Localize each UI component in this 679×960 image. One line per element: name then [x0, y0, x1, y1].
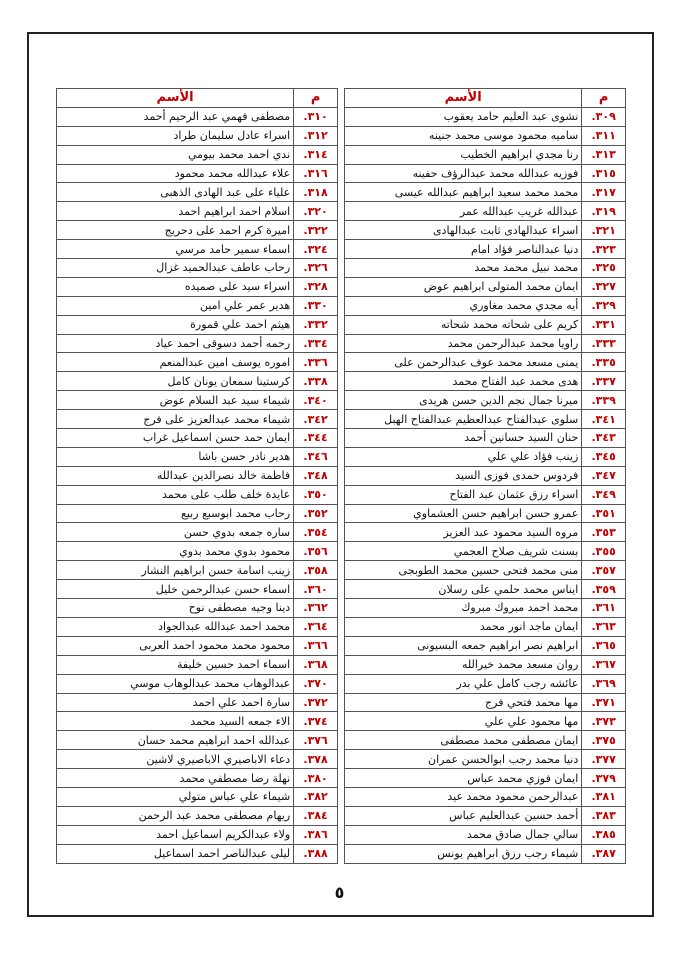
table-row: [57, 806, 338, 825]
person-name: فوزيه عبدالله محمد عبدالرؤف حفينه: [345, 164, 582, 183]
row-number: ٣٦٨.: [294, 655, 338, 674]
table-row: [345, 334, 626, 353]
row-number: ٣٥٢.: [294, 504, 338, 523]
person-name: محمود محمد محمود احمد العربى: [57, 636, 294, 655]
row-number: ٣٠٩.: [582, 107, 626, 126]
table-row: [57, 391, 338, 410]
person-name: كريم على شحاته محمد شحاته: [345, 315, 582, 334]
row-number: ٣٦٠.: [294, 580, 338, 599]
row-number: ٣٥٠.: [294, 485, 338, 504]
person-name: ايمان مصطفى محمد مصطفى: [345, 731, 582, 750]
table-row: [57, 750, 338, 769]
person-name: عائشه رجب كامل علي بدر: [345, 674, 582, 693]
row-number: ٣٥٦.: [294, 542, 338, 561]
table-header-row: [57, 89, 338, 108]
row-number: ٣١٥.: [582, 164, 626, 183]
person-name: اميرة كرم احمد على دحريج: [57, 221, 294, 240]
row-number: ٣١١.: [582, 126, 626, 145]
person-name: فاطمة خالد نصرالدين عبدالله: [57, 466, 294, 485]
table-row: [345, 372, 626, 391]
num-column-header: م: [294, 89, 338, 108]
table-row: [57, 259, 338, 278]
person-name: ايمان محمد المتولى ابراهيم عوض: [345, 277, 582, 296]
person-name: ايمان فوزي محمد عباس: [345, 769, 582, 788]
table-row: [345, 447, 626, 466]
table-row: [345, 787, 626, 806]
person-name: بسنت شريف صلاح العجمي: [345, 542, 582, 561]
table-row: [345, 221, 626, 240]
row-number: ٣١٠.: [294, 107, 338, 126]
person-name: اسماء حسن عبدالرحمن خليل: [57, 580, 294, 599]
person-name: سالي جمال صادق محمد: [345, 825, 582, 844]
person-name: سلوى عبدالفتاح عبدالعظيم عبدالفتاح الهبل: [345, 410, 582, 429]
table-row: [57, 410, 338, 429]
person-name: محمد محمد سعيد ابراهيم عبدالله عيسى: [345, 183, 582, 202]
row-number: ٣١٦.: [294, 164, 338, 183]
person-name: مروه السيد محمود عبد العزيز: [345, 523, 582, 542]
person-name: دعاء الاباصيري الاباصيري لاشين: [57, 750, 294, 769]
table-row: [57, 769, 338, 788]
row-number: ٣٦٢.: [294, 599, 338, 618]
row-number: ٣٧٥.: [582, 731, 626, 750]
person-name: ريهام مصطفى محمد عبد الرحمن: [57, 806, 294, 825]
row-number: ٣٣٣.: [582, 334, 626, 353]
table-row: [57, 844, 338, 863]
row-number: ٣١٤.: [294, 145, 338, 164]
person-name: يمنى مسعد محمد عوف عبدالرحمن على: [345, 353, 582, 372]
person-name: مها محمد فتحي فرج: [345, 693, 582, 712]
row-number: ٣٤٣.: [582, 429, 626, 448]
table-row: [345, 466, 626, 485]
person-name: منى محمد فتحى حسين محمد الطوبجى: [345, 561, 582, 580]
table-row: [57, 145, 338, 164]
person-name: علاء عبدالله محمد محمود: [57, 164, 294, 183]
row-number: ٣٨٨.: [294, 844, 338, 863]
row-number: ٣٧٠.: [294, 674, 338, 693]
row-number: ٣٨٥.: [582, 825, 626, 844]
table-row: [345, 806, 626, 825]
person-name: شيماء رجب رزق ابراهيم يونس: [345, 844, 582, 863]
table-row: [57, 315, 338, 334]
table-row: [345, 296, 626, 315]
person-name: ساره جمعه بدوي حسن: [57, 523, 294, 542]
person-name: رحاب محمد ابوسبع ربيع: [57, 504, 294, 523]
row-number: ٣٨٤.: [294, 806, 338, 825]
person-name: دنيا محمد رجب ابوالحسن عمران: [345, 750, 582, 769]
table-row: [57, 240, 338, 259]
person-name: حنان السيد حسانين أحمد: [345, 429, 582, 448]
row-number: ٣٥٤.: [294, 523, 338, 542]
table-row: [345, 599, 626, 618]
person-name: علياء على عبد الهادى الذهبى: [57, 183, 294, 202]
row-number: ٣٥٥.: [582, 542, 626, 561]
person-name: دينا وجيه مصطفى نوح: [57, 599, 294, 618]
table-row: [57, 504, 338, 523]
row-number: ٣٥٣.: [582, 523, 626, 542]
row-number: ٣٦٤.: [294, 617, 338, 636]
table-row: [57, 825, 338, 844]
person-name: عايدة خلف طلب على محمد: [57, 485, 294, 504]
person-name: رحاب عاطف عبدالحميد غزال: [57, 259, 294, 278]
person-name: مها محمود علي علي: [345, 712, 582, 731]
table-row: [57, 372, 338, 391]
person-name: هدير نادر حسن باشا: [57, 447, 294, 466]
person-name: اموره يوسف امين عبدالمنعم: [57, 353, 294, 372]
person-name: هدى محمد عبد الفتاح محمد: [345, 372, 582, 391]
row-number: ٣٤٠.: [294, 391, 338, 410]
person-name: روان مسعد محمد خيرالله: [345, 655, 582, 674]
person-name: رحمه أحمد دسوقى احمد عياد: [57, 334, 294, 353]
table-row: [57, 580, 338, 599]
person-name: عمرو حسن ابراهيم حسن العشماوي: [345, 504, 582, 523]
person-name: ليلى عبدالناصر احمد اسماعيل: [57, 844, 294, 863]
num-column-header: م: [582, 89, 626, 108]
table-row: [345, 825, 626, 844]
row-number: ٣٤٤.: [294, 429, 338, 448]
person-name: زينب اسامة حسن ابراهيم النشار: [57, 561, 294, 580]
person-name: الاء جمعه السيد محمد: [57, 712, 294, 731]
person-name: اسراء عادل سليمان طراد: [57, 126, 294, 145]
row-number: ٣٣٤.: [294, 334, 338, 353]
table-row: [345, 240, 626, 259]
table-row: [345, 259, 626, 278]
person-name: راويا محمد عبدالرحمن محمد: [345, 334, 582, 353]
person-name: هدير عمر علي امين: [57, 296, 294, 315]
person-name: ولاء عبدالكريم اسماعيل احمد: [57, 825, 294, 844]
names-grid: [56, 88, 626, 864]
table-row: [345, 636, 626, 655]
person-name: عبدالله احمد ابراهيم محمد حسان: [57, 731, 294, 750]
table-row: [345, 107, 626, 126]
person-name: زينب فؤاد علي علي: [345, 447, 582, 466]
table-row: [57, 655, 338, 674]
table-row: [57, 334, 338, 353]
table-row: [345, 410, 626, 429]
table-row: [345, 145, 626, 164]
row-number: ٣٨٣.: [582, 806, 626, 825]
table-row: [345, 674, 626, 693]
table-row: [345, 485, 626, 504]
table-row: [57, 599, 338, 618]
row-number: ٣٢٧.: [582, 277, 626, 296]
table-row: [57, 466, 338, 485]
person-name: أحمد حسين عبدالعليم عباس: [345, 806, 582, 825]
row-number: ٣٢٩.: [582, 296, 626, 315]
row-number: ٣٤٧.: [582, 466, 626, 485]
person-name: شيماء سيد عبد السلام عوض: [57, 391, 294, 410]
table-row: [345, 769, 626, 788]
person-name: شيماء محمد عبدالعزيز على فرج: [57, 410, 294, 429]
person-name: فردوس حمدى فوزى السيد: [345, 466, 582, 485]
row-number: ٣٣٢.: [294, 315, 338, 334]
table-row: [57, 107, 338, 126]
person-name: هيثم احمد علي قمورة: [57, 315, 294, 334]
row-number: ٣٦٦.: [294, 636, 338, 655]
table-row: [345, 750, 626, 769]
row-number: ٣٨١.: [582, 787, 626, 806]
table-row: [57, 674, 338, 693]
row-number: ٣٥٨.: [294, 561, 338, 580]
table-row: [57, 447, 338, 466]
row-number: ٣٣٨.: [294, 372, 338, 391]
table-row: [345, 164, 626, 183]
row-number: ٣٨٧.: [582, 844, 626, 863]
row-number: ٣١٩.: [582, 202, 626, 221]
page-number: ٥: [334, 883, 345, 902]
table-row: [345, 693, 626, 712]
table-row: [345, 429, 626, 448]
table-row: [345, 315, 626, 334]
table-row: [57, 523, 338, 542]
row-number: ٣٥٧.: [582, 561, 626, 580]
person-name: ندي احمد محمد بيومي: [57, 145, 294, 164]
row-number: ٣٥٩.: [582, 580, 626, 599]
row-number: ٣٣٥.: [582, 353, 626, 372]
row-number: ٣٧٨.: [294, 750, 338, 769]
person-name: اسماء احمد حسين خليفة: [57, 655, 294, 674]
table-row: [57, 542, 338, 561]
left-table-body: [57, 107, 338, 863]
row-number: ٣٧٢.: [294, 693, 338, 712]
person-name: محمد نبيل محمد محمد: [345, 259, 582, 278]
person-name: نهلة رضا مصطفي محمد: [57, 769, 294, 788]
row-number: ٣٤٩.: [582, 485, 626, 504]
person-name: ساميه محمود موسى محمد جنينه: [345, 126, 582, 145]
row-number: ٣٦٣.: [582, 617, 626, 636]
table-row: [57, 221, 338, 240]
table-header-row: [345, 89, 626, 108]
table-row: [345, 391, 626, 410]
table-row: [345, 126, 626, 145]
person-name: ابراهيم نصر ابراهيم جمعه البسيونى: [345, 636, 582, 655]
person-name: عبدالله غريب عبدالله عمر: [345, 202, 582, 221]
table-row: [345, 731, 626, 750]
row-number: ٣٧٦.: [294, 731, 338, 750]
table-row: [57, 731, 338, 750]
row-number: ٣٧٧.: [582, 750, 626, 769]
person-name: عبدالرحمن محمود محمد عيد: [345, 787, 582, 806]
person-name: شيماء علي عباس متولي: [57, 787, 294, 806]
row-number: ٣٣٩.: [582, 391, 626, 410]
row-number: ٣٢٥.: [582, 259, 626, 278]
right-names-table: [344, 88, 626, 864]
row-number: ٣٤٦.: [294, 447, 338, 466]
row-number: ٣٨٠.: [294, 769, 338, 788]
table-row: [345, 277, 626, 296]
person-name: محمد احمد عبدالله عبدالجواد: [57, 617, 294, 636]
person-name: ايناس محمد حلمي على رسلان: [345, 580, 582, 599]
row-number: ٣١٢.: [294, 126, 338, 145]
table-row: [57, 164, 338, 183]
person-name: ميرنا جمال نجم الدين حسن هريدى: [345, 391, 582, 410]
row-number: ٣٨٦.: [294, 825, 338, 844]
table-row: [345, 504, 626, 523]
table-row: [57, 183, 338, 202]
table-row: [345, 183, 626, 202]
person-name: اسماء سمير حامد مرسي: [57, 240, 294, 259]
row-number: ٣١٨.: [294, 183, 338, 202]
left-names-table: [56, 88, 338, 864]
row-number: ٣٥١.: [582, 504, 626, 523]
table-row: [345, 542, 626, 561]
table-row: [345, 523, 626, 542]
table-row: [57, 277, 338, 296]
person-name: نشوى عبد العليم حامد يعقوب: [345, 107, 582, 126]
person-name: سارة احمد علي احمد: [57, 693, 294, 712]
table-row: [57, 353, 338, 372]
row-number: ٣٦٩.: [582, 674, 626, 693]
row-number: ٣١٣.: [582, 145, 626, 164]
table-row: [57, 126, 338, 145]
person-name: رنا مجدي ابراهيم الخطيب: [345, 145, 582, 164]
row-number: ٣٤٥.: [582, 447, 626, 466]
row-number: ٣٤٨.: [294, 466, 338, 485]
row-number: ٣٢٨.: [294, 277, 338, 296]
table-row: [345, 353, 626, 372]
table-row: [345, 617, 626, 636]
person-name: دنيا عبدالناصر فؤاد امام: [345, 240, 582, 259]
row-number: ٣٨٢.: [294, 787, 338, 806]
row-number: ٣٣١.: [582, 315, 626, 334]
table-row: [57, 561, 338, 580]
row-number: ٣٢٢.: [294, 221, 338, 240]
table-row: [345, 580, 626, 599]
row-number: ٣٢٠.: [294, 202, 338, 221]
person-name: عبدالوهاب محمد عبدالوهاب موسي: [57, 674, 294, 693]
row-number: ٣٧٣.: [582, 712, 626, 731]
row-number: ٣١٧.: [582, 183, 626, 202]
name-column-header: الأسم: [57, 89, 294, 108]
row-number: ٣٦٥.: [582, 636, 626, 655]
row-number: ٣٧٤.: [294, 712, 338, 731]
person-name: ايمان حمد حسن اسماعيل غراب: [57, 429, 294, 448]
person-name: كرستينا سمعان يونان كامل: [57, 372, 294, 391]
table-row: [345, 655, 626, 674]
table-row: [345, 712, 626, 731]
table-row: [57, 485, 338, 504]
right-table-body: [345, 107, 626, 863]
row-number: ٣٤١.: [582, 410, 626, 429]
row-number: ٣٢٦.: [294, 259, 338, 278]
row-number: ٣٢٣.: [582, 240, 626, 259]
row-number: ٣٧٩.: [582, 769, 626, 788]
table-row: [57, 787, 338, 806]
person-name: اسراء رزق عثمان عبد الفتاح: [345, 485, 582, 504]
person-name: محمود بدوي محمد بدوي: [57, 542, 294, 561]
person-name: محمد احمد مبروك مبروك: [345, 599, 582, 618]
row-number: ٣٤٢.: [294, 410, 338, 429]
table-row: [57, 429, 338, 448]
table-row: [57, 693, 338, 712]
person-name: أيه مجدي محمد مغاوري: [345, 296, 582, 315]
row-number: ٣٢٤.: [294, 240, 338, 259]
row-number: ٣٣٦.: [294, 353, 338, 372]
row-number: ٣٢١.: [582, 221, 626, 240]
table-row: [57, 712, 338, 731]
person-name: مصطفى فهمي عبد الرحيم أحمد: [57, 107, 294, 126]
table-row: [345, 202, 626, 221]
table-row: [345, 844, 626, 863]
name-column-header: الأسم: [345, 89, 582, 108]
person-name: اسلام احمد ابراهيم احمد: [57, 202, 294, 221]
table-row: [57, 202, 338, 221]
person-name: اسراء عبدالهادى ثابت عبدالهادى: [345, 221, 582, 240]
row-number: ٣٣٧.: [582, 372, 626, 391]
person-name: اسراء سيد على صميده: [57, 277, 294, 296]
row-number: ٣٣٠.: [294, 296, 338, 315]
table-row: [57, 296, 338, 315]
table-row: [57, 636, 338, 655]
row-number: ٣٦١.: [582, 599, 626, 618]
table-row: [345, 561, 626, 580]
table-row: [57, 617, 338, 636]
row-number: ٣٧١.: [582, 693, 626, 712]
row-number: ٣٦٧.: [582, 655, 626, 674]
person-name: ايمان ماجد انور محمد: [345, 617, 582, 636]
